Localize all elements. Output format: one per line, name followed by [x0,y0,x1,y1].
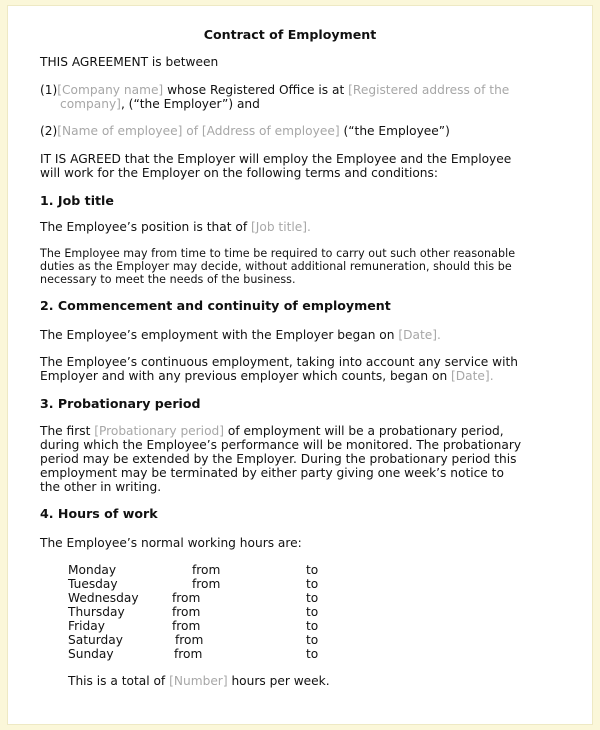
probation-line-3: period may be extended by the Employer. During the probationary period this [40,452,517,466]
to-label: to [306,563,319,577]
day-label: Monday [68,563,117,577]
registered-address-placeholder: [Registered address of the [348,83,510,97]
document-title: Contract of Employment [203,27,377,42]
hours-row-thursday [68,605,388,619]
continuous-line-2 [40,369,494,383]
normal-hours-line: The Employee’s normal working hours are: [40,536,302,550]
hours-row-monday [68,563,388,577]
from-label: from [175,633,204,647]
continuous-date-placeholder: [Date] [451,369,490,383]
party-one-text: whose Registered Office is at [163,83,349,97]
employee-address-placeholder: [Address of employee] [201,124,340,138]
party-two-number: (2) [40,124,58,138]
section-3-heading: 3. Probationary period [40,396,201,411]
to-label: to [306,619,319,633]
duties-line-3: necessary to meet the needs of the business. [40,273,296,286]
total-text-a: This is a total of [68,674,170,688]
intro-line: THIS AGREEMENT is between [40,55,219,69]
from-label: from [172,591,201,605]
agreed-line-1: IT IS AGREED that the Employer will employ the Employee and the Employee [40,152,512,166]
section-1-heading: 1. Job title [40,193,114,208]
probation-line-1 [40,424,504,438]
duties-line-2: duties as the Employer may decide, without additional remuneration, should this be [40,260,512,273]
hours-row-wednesday [68,591,388,605]
to-label: to [306,647,319,661]
employee-definition: (“the Employee”) [339,124,450,138]
probation-text-b: of employment will be a probationary period, [224,424,504,438]
probation-text-a: The first [40,424,95,438]
section-2-heading: 2. Commencement and continuity of employment [40,298,391,313]
employee-name-placeholder: [Name of employee] [57,124,183,138]
company-name-placeholder: [Company name] [57,83,164,97]
party-one-number: (1) [40,83,58,97]
from-label: from [172,619,201,633]
began-text: The Employee’s employment with the Employer began on [40,328,399,342]
document-page [8,6,592,724]
to-label: to [306,577,319,591]
continuous-line-1: The Employee’s continuous employment, taking into account any service with [40,355,519,369]
job-position-line [40,220,311,234]
probation-line-4: employment may be terminated by either party giving one week’s notice to [40,466,504,480]
began-dot: . [437,328,441,342]
day-label: Saturday [68,633,123,647]
party-one-line-2 [60,97,260,111]
number-placeholder: [Number] [169,674,228,688]
day-label: Sunday [68,647,114,661]
agreed-line-2: will work for the Employer on the following terms and conditions: [40,166,438,180]
continuous-text: Employer and with any previous employer which counts, began on [40,369,452,383]
to-label: to [306,605,319,619]
from-label: from [174,647,203,661]
day-label: Wednesday [68,591,139,605]
start-date-placeholder: [Date] [398,328,437,342]
job-title-placeholder: [Job title] [251,220,308,234]
total-hours-line [68,674,330,688]
probation-line-2: during which the Employee’s performance will be monitored. The probationary [40,438,522,452]
day-label: Tuesday [68,577,118,591]
continuous-dot: . [489,369,494,383]
job-position-text: The Employee’s position is that of [40,220,252,234]
began-line [40,328,441,342]
from-label: from [192,577,221,591]
probationary-period-placeholder: [Probationary period] [94,424,225,438]
section-4-heading: 4. Hours of work [40,506,158,521]
to-label: to [306,591,319,605]
party-one-line [40,83,509,97]
duties-line-1: The Employee may from time to time be required to carry out such other reasonable [40,247,516,260]
of-word: of [182,124,202,138]
probation-line-5: the other in writing. [40,480,162,494]
job-position-end: . [307,220,311,234]
employer-definition: , (“the Employer”) and [120,97,260,111]
party-two-line [40,124,450,138]
from-label: from [192,563,221,577]
day-label: Thursday [68,605,125,619]
from-label: from [172,605,201,619]
hours-row-saturday [68,633,388,647]
hours-row-friday [68,619,388,633]
registered-address-placeholder-cont: company] [60,97,121,111]
hours-row-sunday [68,647,388,661]
to-label: to [306,633,319,647]
hours-row-tuesday [68,577,388,591]
day-label: Friday [68,619,105,633]
total-text-b: hours per week. [227,674,330,688]
